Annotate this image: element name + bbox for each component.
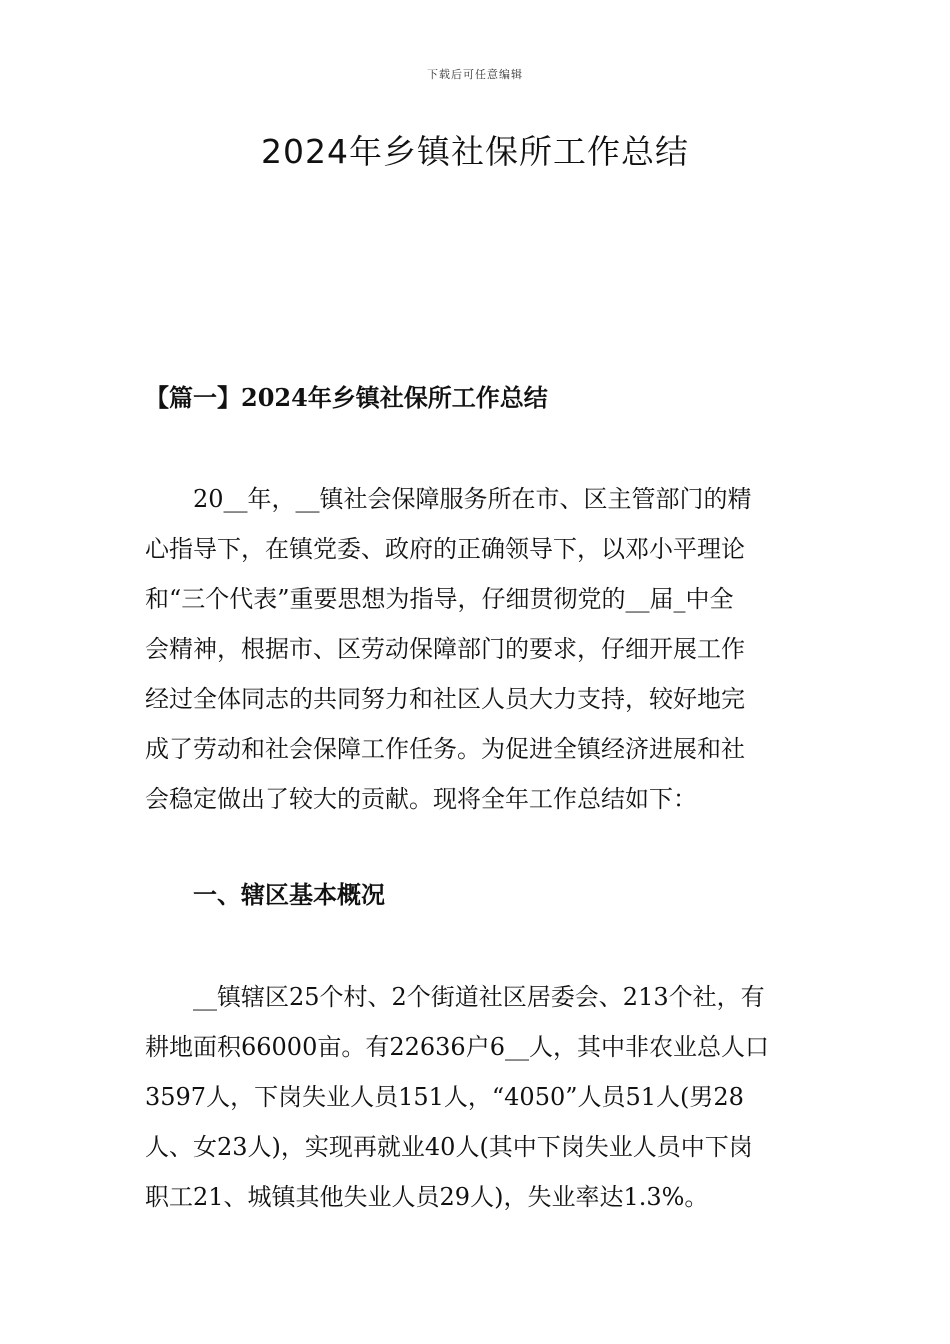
page-header-note: 下载后可任意编辑 <box>427 68 523 81</box>
heading-district-overview: 一、辖区基本概况 <box>193 880 385 909</box>
paragraph-line: 心指导下，在镇党委、政府的正确领导下，以邓小平理论 <box>145 535 745 563</box>
paragraph-line: __镇辖区25个村、2个街道社区居委会、213个社，有 <box>145 983 765 1011</box>
paragraph-line: 职工21、城镇其他失业人员29人)，失业率达1.3%。 <box>145 1183 709 1211</box>
paragraph-line: 人、女23人)，实现再就业40人(其中下岗失业人员中下岗 <box>145 1133 753 1161</box>
paragraph-line: 经过全体同志的共同努力和社区人员大力支持，较好地完 <box>145 685 745 713</box>
paragraph-line: 耕地面积66000亩。有22636户6__人，其中非农业总人口 <box>145 1033 769 1061</box>
intro-paragraph <box>145 474 807 824</box>
overview-paragraph <box>145 972 807 1222</box>
section-title: 【篇一】2024年乡镇社保所工作总结 <box>145 383 548 412</box>
paragraph-line: 会稳定做出了较大的贡献。现将全年工作总结如下： <box>145 785 697 813</box>
paragraph-line: 20__年，__镇社会保障服务所在市、区主管部门的精 <box>145 485 752 513</box>
paragraph-line: 成了劳动和社会保障工作任务。为促进全镇经济进展和社 <box>145 735 745 763</box>
document-title: 2024年乡镇社保所工作总结 <box>261 132 689 171</box>
paragraph-line: 和“三个代表”重要思想为指导，仔细贯彻党的__届_中全 <box>145 585 734 613</box>
paragraph-line: 3597人，下岗失业人员151人，“4050”人员51人(男28 <box>145 1083 744 1111</box>
paragraph-line: 会精神，根据市、区劳动保障部门的要求，仔细开展工作 <box>145 635 745 663</box>
